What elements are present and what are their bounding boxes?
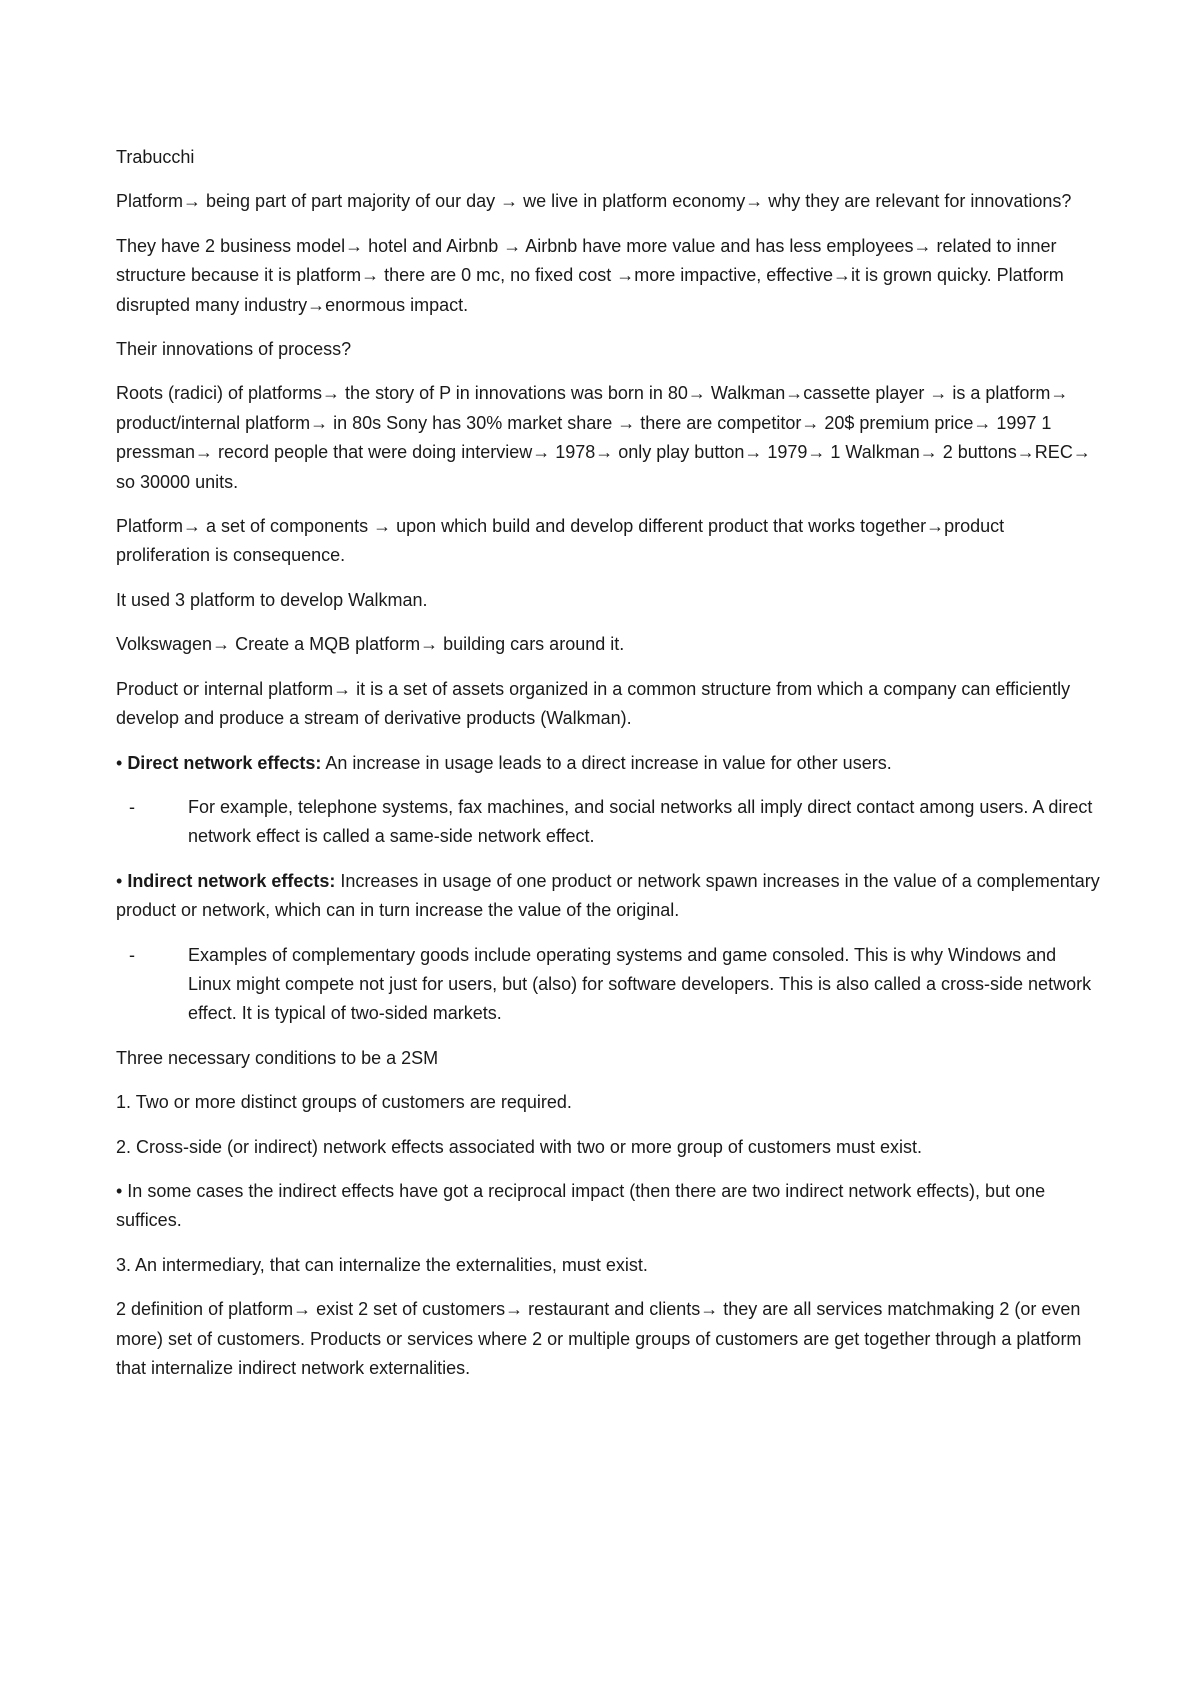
paragraph-conditions: Three necessary conditions to be a 2SM bbox=[116, 1047, 439, 1068]
direct-network-effects-label: Direct network effects: bbox=[127, 752, 322, 773]
bullet-glyph: • bbox=[116, 752, 128, 773]
direct-network-effects-text: An increase in usage leads to a direct increase in value for other users. bbox=[321, 752, 892, 773]
paragraph-platform-economy: Platform→ being part of part majority of our day → we live in platform economy→ why they are relevant for innovations? bbox=[116, 191, 1072, 212]
indirect-network-effects-text: Increases in usage of one product or network spawn increases in the value of a complementary product or network, which can in turn increase the value of the original. bbox=[116, 870, 1100, 921]
paragraph-roots: Roots (radici) of platforms→ the story of P in innovations was born in 80→ Walkman→cassette player → is a platform→ product/internal platform→ in 80s Sony has 30% market share → there are competitor→ 20$ premium price→ 1997 1 pressman→ record people that were doing interview→ 1978→ only play button→ 1979→ 1 Walkman→ 2 buttons→REC→ so 30000 units. bbox=[116, 383, 1091, 492]
condition-2: 2. Cross-side (or indirect) network effects associated with two or more group of customers must exist. bbox=[116, 1136, 922, 1157]
direct-network-effects bbox=[116, 749, 1100, 778]
dash-glyph: - bbox=[129, 944, 135, 965]
indirect-network-effects bbox=[116, 867, 1100, 926]
document-title: Trabucchi bbox=[116, 147, 195, 167]
direct-network-example bbox=[116, 793, 1100, 852]
indirect-network-effects-label: Indirect network effects: bbox=[127, 870, 336, 891]
paragraph-platform-definition: Platform→ a set of components → upon which build and develop different product that works together→product proliferation is consequence. bbox=[116, 516, 1005, 566]
indirect-network-example-text: Examples of complementary goods include operating systems and game consoled. This is why Windows and Linux might compete not just for users, but (also) for software developers. This is also called a cross-side network effect. It is typical of two-sided markets. bbox=[188, 944, 1092, 1024]
paragraph-business-model: They have 2 business model→ hotel and Airbnb → Airbnb have more value and has less employees→ related to inner structure because it is platform→ there are 0 mc, no fixed cost →more impactive, effective→it is grown quicky. Platform disrupted many industry→enormous impact. bbox=[116, 235, 1064, 315]
condition-3: 3. An intermediary, that can internalize the externalities, must exist. bbox=[116, 1254, 648, 1275]
dash-glyph: - bbox=[129, 796, 135, 817]
bullet-glyph: • bbox=[116, 870, 128, 891]
indirect-network-example bbox=[116, 941, 1100, 1029]
paragraph-internal-platform: Product or internal platform→ it is a set of assets organized in a common structure from which a company can efficiently develop and produce a stream of derivative products (Walkman). bbox=[116, 678, 1071, 729]
paragraph-two-definition: 2 definition of platform→ exist 2 set of customers→ restaurant and clients→ they are all services matchmaking 2 (or even more) set of customers. Products or services where 2 or multiple groups of customers are get together through a platform that internalize indirect network externalities. bbox=[116, 1299, 1082, 1378]
paragraph-walkman: It used 3 platform to develop Walkman. bbox=[116, 589, 428, 610]
condition-2-note: • In some cases the indirect effects have got a reciprocal impact (then there are two indirect network effects), but one suffices. bbox=[116, 1180, 1046, 1231]
condition-1: 1. Two or more distinct groups of customers are required. bbox=[116, 1092, 572, 1113]
direct-network-example-text: For example, telephone systems, fax machines, and social networks all imply direct contact among users. A direct network effect is called a same-side network effect. bbox=[188, 796, 1093, 847]
paragraph-innovations-process: Their innovations of process? bbox=[116, 339, 352, 360]
paragraph-volkswagen: Volkswagen→ Create a MQB platform→ building cars around it. bbox=[116, 634, 625, 655]
